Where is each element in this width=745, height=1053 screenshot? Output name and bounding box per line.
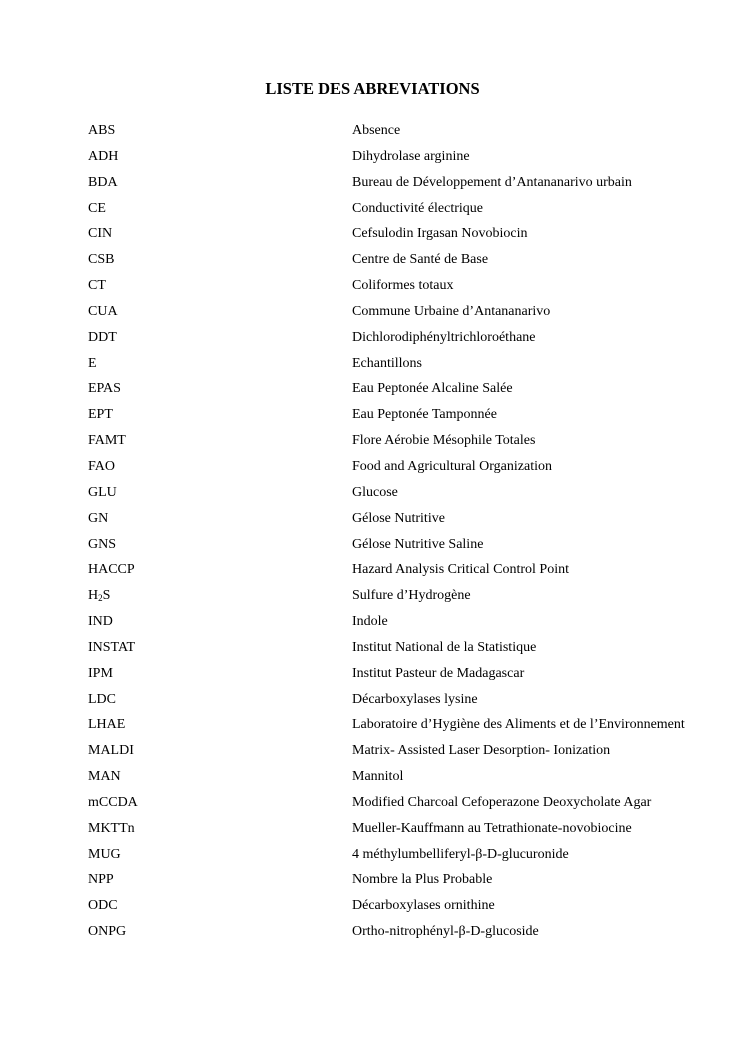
abbreviation-term: DDT [88,329,117,345]
abbreviation-row [88,535,728,561]
abbreviation-definition: Mannitol [352,769,404,785]
abbreviation-row [88,870,728,896]
abbreviation-definition: Flore Aérobie Mésophile Totales [352,433,536,449]
abbreviation-definition: Sulfure d’Hydrogène [352,588,471,604]
abbreviation-term: NPP [88,872,114,888]
abbreviation-row [88,121,728,147]
abbreviation-term: E [88,355,97,371]
abbreviation-term-tail: S [102,588,111,604]
abbreviation-term: BDA [88,174,118,190]
abbreviation-term: MALDI [88,743,134,759]
abbreviation-definition: Absence [352,123,401,138]
abbreviation-term: GNS [88,536,117,552]
abbreviation-definition: Matrix- Assisted Laser Desorption- Ionization [352,743,611,759]
abbreviation-definition: Laboratoire d’Hygiène des Aliments et de l’Environnement [352,717,685,733]
abbreviation-term: CSB [88,252,115,268]
abbreviation-row [88,793,728,819]
abbreviation-definition: Dihydrolase arginine [352,148,470,164]
abbreviation-term: EPAS [88,381,121,397]
abbreviation-definition: Institut National de la Statistique [352,639,537,655]
abbreviation-row [88,922,728,948]
abbreviation-row [88,715,728,741]
abbreviation-row [88,638,728,664]
abbreviation-term: ONPG [88,924,127,940]
abbreviation-definition: Institut Pasteur de Madagascar [352,665,525,681]
abbreviation-definition: Hazard Analysis Critical Control Point [352,562,569,578]
abbreviation-term-main: H [88,588,99,604]
abbreviation-row [88,586,728,612]
abbreviation-term: CIN [88,226,113,242]
abbreviation-definition: Gélose Nutritive Saline [352,536,484,552]
abbreviation-definition: Food and Agricultural Organization [352,458,552,474]
abbreviation-definition: Décarboxylases lysine [352,691,478,707]
abbreviation-term: GN [88,510,109,526]
abbreviation-term: MKTTn [88,820,135,836]
abbreviation-definition: Conductivité électrique [352,200,484,216]
abbreviation-row [88,302,728,328]
abbreviation-row [88,328,728,354]
abbreviation-term: MUG [88,846,121,862]
abbreviation-term: EPT [88,407,113,423]
abbreviation-row [88,483,728,509]
abbreviation-definition: Dichlorodiphényltrichloroéthane [352,329,536,345]
abbreviation-row [88,405,728,431]
abbreviation-definition: Bureau de Développement d’Antananarivo urbain [352,174,632,190]
abbreviation-row [88,379,728,405]
abbreviation-term-subscript: 2 [98,593,103,604]
abbreviation-row [88,224,728,250]
abbreviation-term: ADH [88,148,119,164]
abbreviation-term: GLU [88,484,117,500]
abbreviation-definition: Modified Charcoal Cefoperazone Deoxycholate Agar [352,794,652,810]
abbreviation-term: CUA [88,303,118,319]
abbreviation-term: IPM [88,665,113,681]
abbreviation-row [88,896,728,922]
abbreviation-definition: Eau Peptonée Alcaline Salée [352,381,513,397]
abbreviation-row [88,767,728,793]
abbreviation-definition: Echantillons [352,355,422,371]
abbreviation-row [88,741,728,767]
abbreviation-term: CE [88,200,106,216]
abbreviation-row [88,664,728,690]
abbreviation-row [88,354,728,380]
abbreviation-definition: Indole [352,614,388,630]
abbreviation-row [88,612,728,638]
abbreviation-row [88,199,728,225]
abbreviation-definition: Eau Peptonée Tamponnée [352,407,497,423]
abbreviation-row [88,276,728,302]
abbreviation-definition: Décarboxylases ornithine [352,898,495,914]
abbreviation-row [88,147,728,173]
abbreviation-term [88,586,352,606]
page-title: LISTE DES ABREVIATIONS [265,79,480,98]
abbreviation-definition: Glucose [352,484,398,500]
abbreviation-term: ODC [88,898,118,914]
abbreviation-definition: Coliformes totaux [352,278,454,294]
abbreviation-term: MAN [88,769,121,785]
abbreviation-definition: Mueller-Kauffmann au Tetrathionate-novobiocine [352,820,632,836]
abbreviation-definition: Cefsulodin Irgasan Novobiocin [352,226,528,242]
abbreviation-row [88,560,728,586]
abbreviation-definition: Centre de Santé de Base [352,252,489,268]
abbreviation-row [88,690,728,716]
abbreviation-definition: Commune Urbaine d’Antananarivo [352,303,551,319]
abbreviation-term: HACCP [88,562,135,578]
abbreviation-definition: Ortho-nitrophényl-β-D-glucoside [352,924,539,940]
abbreviation-row [88,457,728,483]
abbreviation-term: LDC [88,691,116,707]
abbreviation-term: CT [88,278,106,294]
abbreviation-row [88,509,728,535]
abbreviation-term: FAO [88,458,115,474]
abbreviation-definition: Gélose Nutritive [352,510,445,526]
abbreviation-term: LHAE [88,717,126,733]
abbreviation-row [88,173,728,199]
abbreviation-definition: 4 méthylumbelliferyl-β-D-glucuronide [352,846,569,862]
abbreviation-row [88,819,728,845]
abbreviation-term: ABS [88,123,116,138]
abbreviation-term: IND [88,614,113,630]
abbreviation-term: mCCDA [88,794,138,810]
abbreviation-row [88,845,728,871]
abbreviation-row [88,431,728,457]
abbreviation-term: INSTAT [88,639,136,655]
abbreviation-list [88,121,728,948]
abbreviation-term: FAMT [88,433,126,449]
abbreviation-row [88,250,728,276]
abbreviation-definition: Nombre la Plus Probable [352,872,493,888]
